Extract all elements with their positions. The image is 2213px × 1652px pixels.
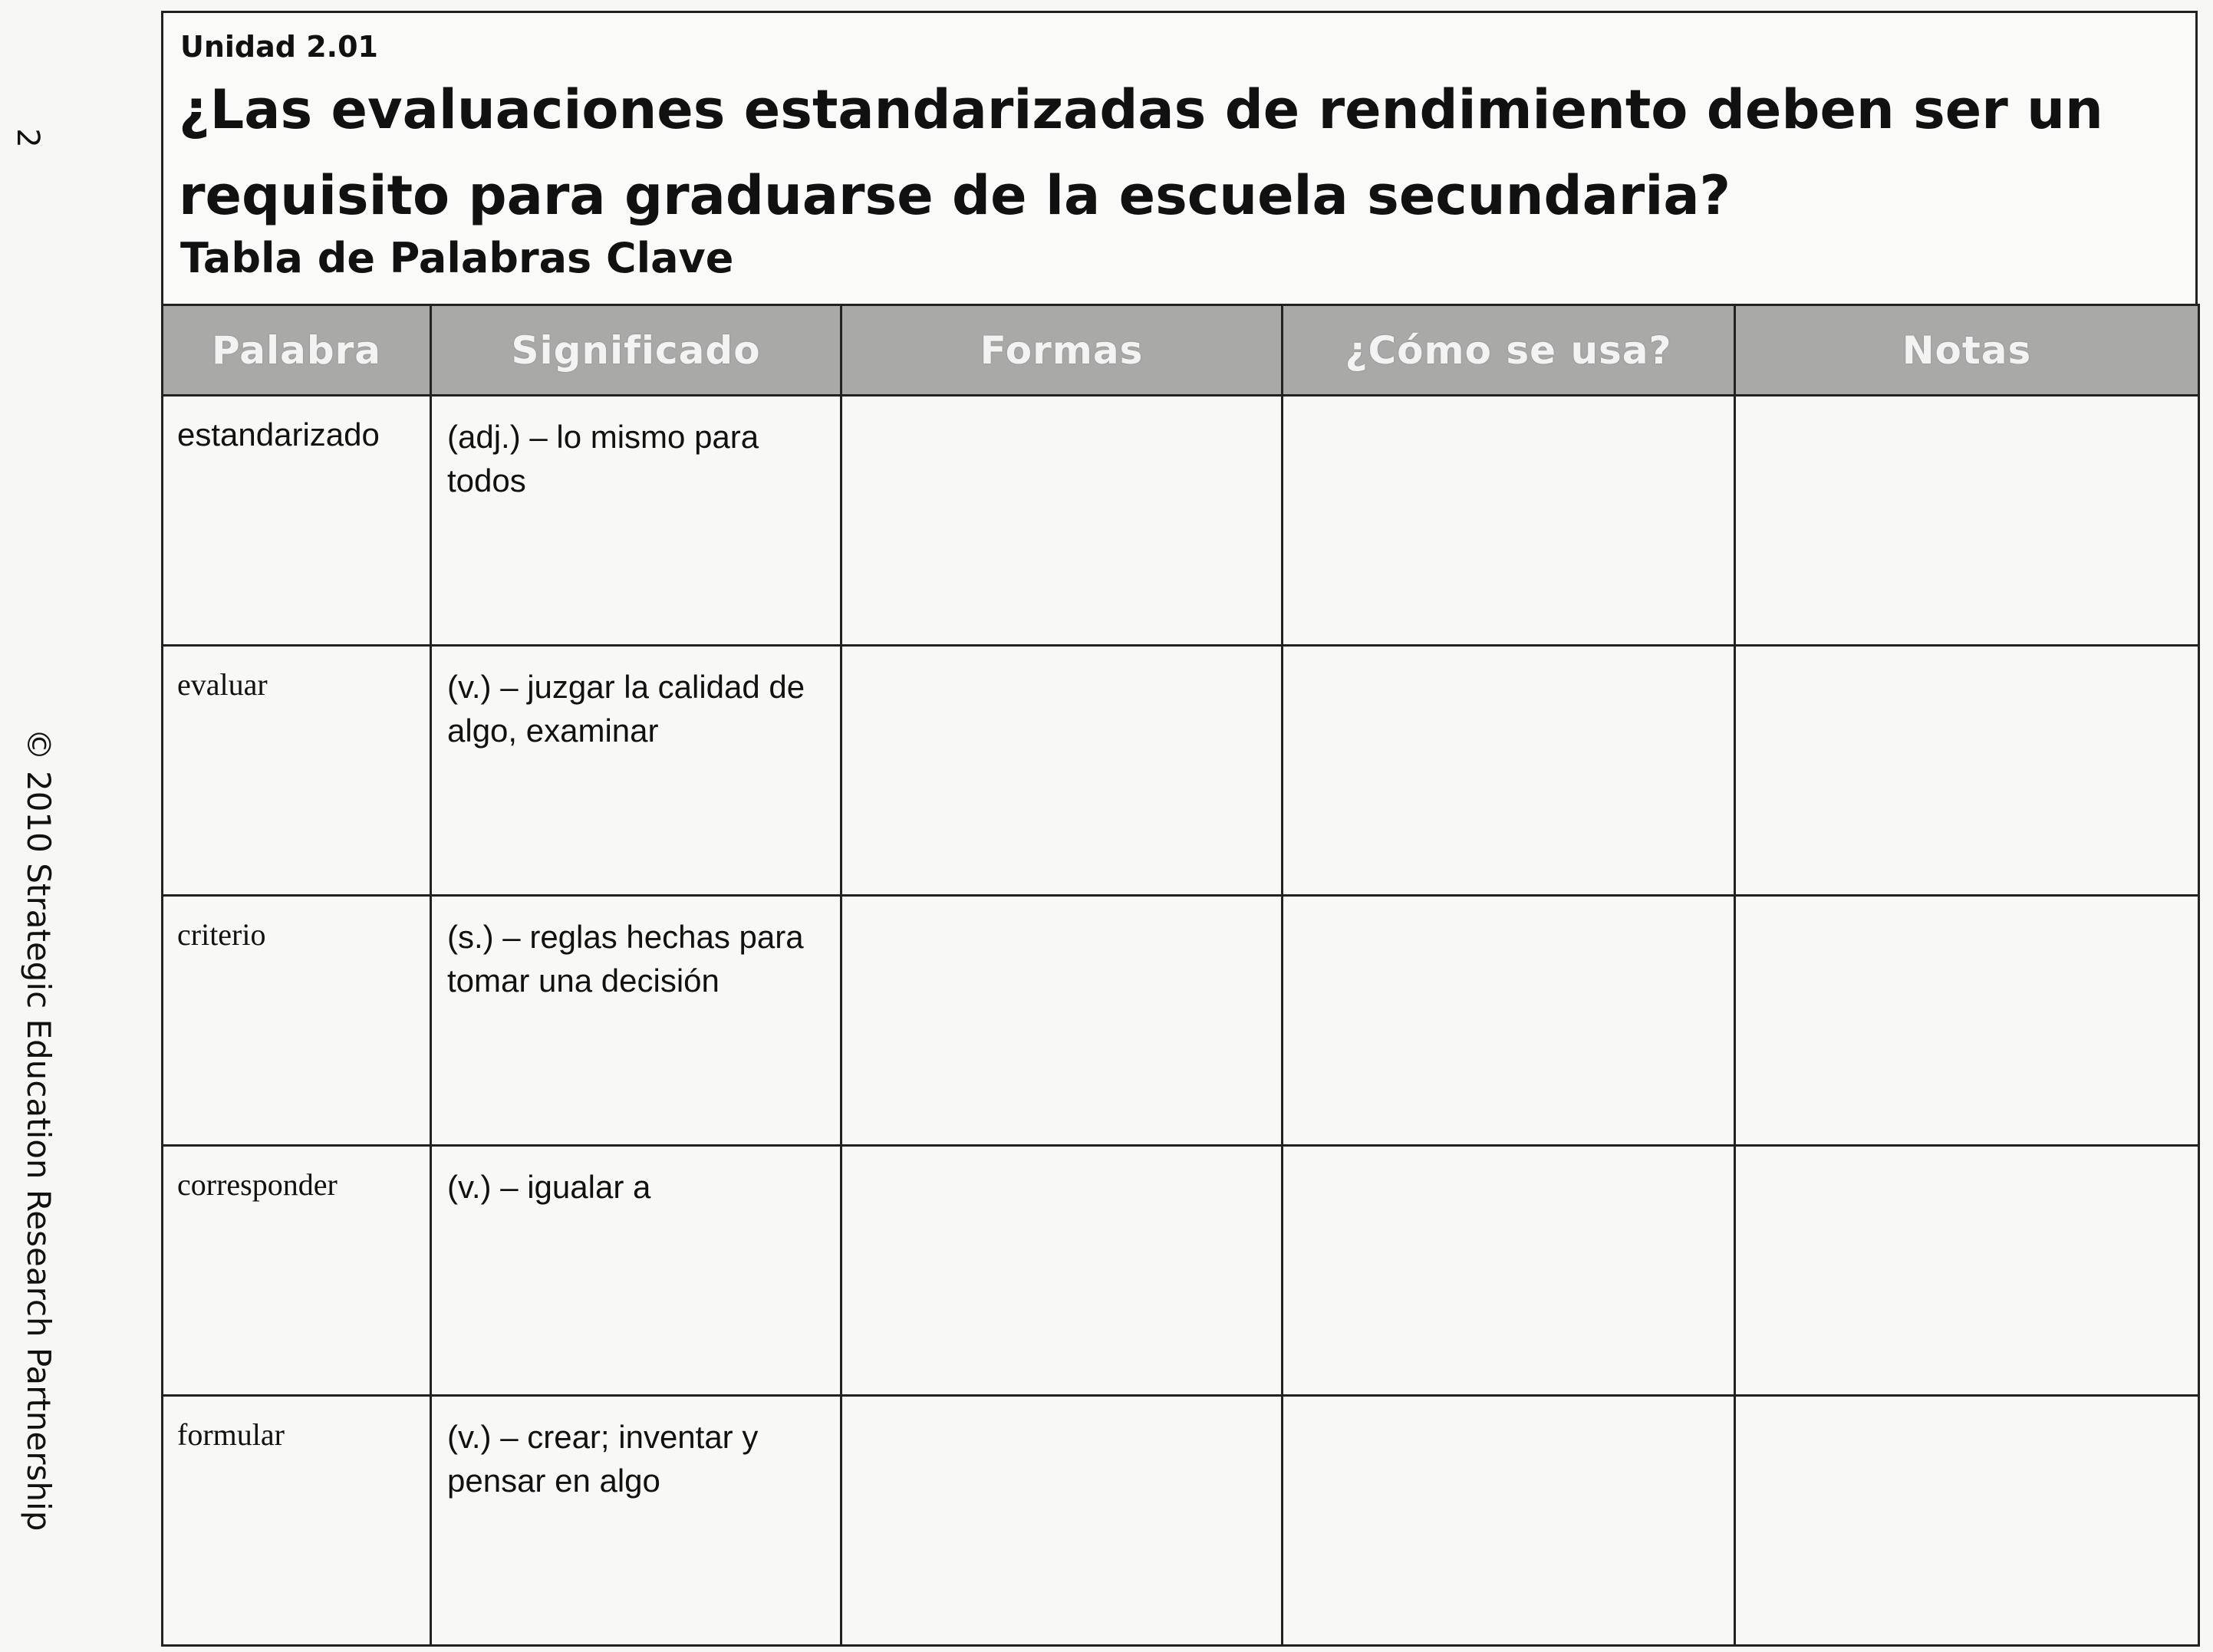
column-header-como-se-usa: ¿Cómo se usa? bbox=[1283, 305, 1735, 396]
word-cell: corresponder bbox=[163, 1146, 431, 1396]
usage-cell[interactable] bbox=[1283, 396, 1735, 646]
page-number: 2 bbox=[10, 128, 45, 148]
notes-cell[interactable] bbox=[1735, 396, 2199, 646]
notes-cell[interactable] bbox=[1735, 1146, 2199, 1396]
word-cell: evaluar bbox=[163, 646, 431, 896]
notes-cell[interactable] bbox=[1735, 1396, 2199, 1646]
table-subtitle: Tabla de Palabras Clave bbox=[180, 234, 734, 282]
vocabulary-table bbox=[161, 304, 2200, 1647]
unit-label: Unidad 2.01 bbox=[180, 30, 378, 64]
usage-cell[interactable] bbox=[1283, 646, 1735, 896]
table-row bbox=[163, 1146, 2199, 1396]
page-title: ¿Las evaluaciones estandarizadas de rendimiento deben ser un requisito para graduarse de la escuela secundaria? bbox=[179, 78, 2103, 227]
forms-cell[interactable] bbox=[841, 396, 1283, 646]
table-row bbox=[163, 1396, 2199, 1646]
table-row bbox=[163, 646, 2199, 896]
header-box bbox=[161, 11, 2198, 304]
column-header-palabra: Palabra bbox=[163, 305, 431, 396]
word-cell: formular bbox=[163, 1396, 431, 1646]
table-row bbox=[163, 396, 2199, 646]
notes-cell[interactable] bbox=[1735, 896, 2199, 1146]
word-cell: criterio bbox=[163, 896, 431, 1146]
column-header-significado: Significado bbox=[431, 305, 841, 396]
table-header-row bbox=[163, 305, 2199, 396]
word-cell: estandarizado bbox=[163, 396, 431, 646]
copyright-notice: © 2010 Strategic Education Research Partnership bbox=[20, 728, 58, 1532]
meaning-cell: (v.) – crear; inventar y pensar en algo bbox=[431, 1396, 841, 1646]
meaning-cell: (v.) – juzgar la calidad de algo, examinar bbox=[431, 646, 841, 896]
column-header-notas: Notas bbox=[1735, 305, 2199, 396]
meaning-cell: (adj.) – lo mismo para todos bbox=[431, 396, 841, 646]
forms-cell[interactable] bbox=[841, 1396, 1283, 1646]
notes-cell[interactable] bbox=[1735, 646, 2199, 896]
meaning-cell: (v.) – igualar a bbox=[431, 1146, 841, 1396]
forms-cell[interactable] bbox=[841, 1146, 1283, 1396]
forms-cell[interactable] bbox=[841, 896, 1283, 1146]
meaning-cell: (s.) – reglas hechas para tomar una decisión bbox=[431, 896, 841, 1146]
forms-cell[interactable] bbox=[841, 646, 1283, 896]
column-header-formas: Formas bbox=[841, 305, 1283, 396]
usage-cell[interactable] bbox=[1283, 896, 1735, 1146]
usage-cell[interactable] bbox=[1283, 1396, 1735, 1646]
table-row bbox=[163, 896, 2199, 1146]
usage-cell[interactable] bbox=[1283, 1146, 1735, 1396]
